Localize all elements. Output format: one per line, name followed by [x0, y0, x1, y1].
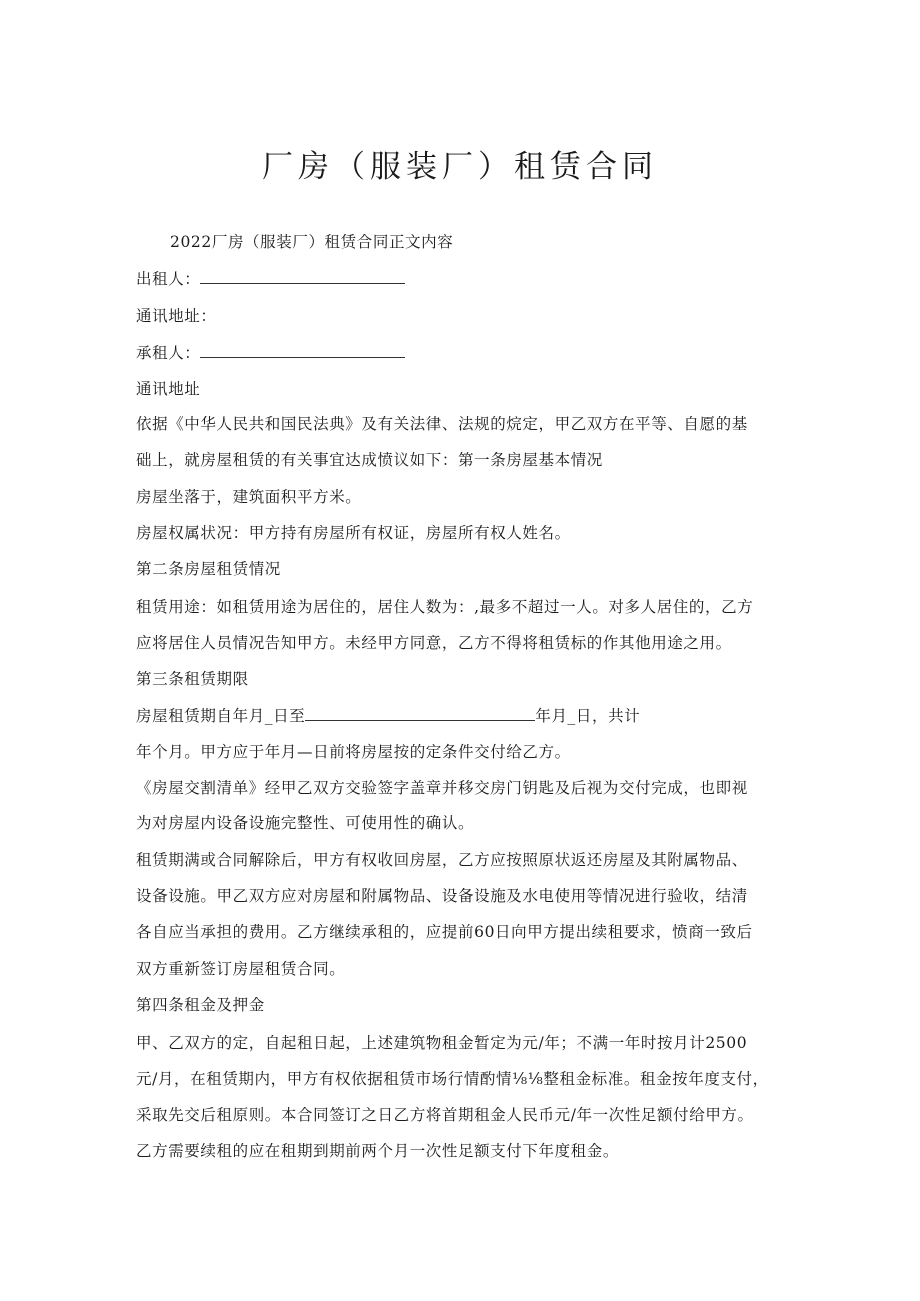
lessor-field — [136, 268, 405, 290]
paragraph-line: 为对房屋内设备设施完整性、可使用性的确认。 — [136, 814, 475, 832]
paragraph-line: 各自应当承担的费用。乙方继续承租的，应提前60日向甲方提出续租要求，愤商一致后 — [136, 923, 753, 941]
lessee-field — [136, 342, 405, 364]
paragraph-line: 年个月。甲方应于年月—日前将房屋按的定条件交付给乙方。 — [136, 743, 571, 761]
lessor-blank — [200, 269, 405, 284]
paragraph-line: 租赁用途：如租赁用途为居住的，居住人数为：,最多不超过一人。对多人居住的，乙方 — [136, 598, 754, 616]
paragraph-line: 采取先交后租原则。本合同签订之日乙方将首期租金人民币元/年一次性足额付给甲方。 — [136, 1106, 754, 1124]
document-title: 厂房（服装厂）租赁合同 — [262, 149, 658, 185]
paragraph-line: 租赁期满或合同解除后，甲方有权收回房屋，乙方应按照原状返还房屋及其附属物品、 — [136, 851, 748, 869]
document-subtitle: 2022厂房（服装厂）租赁合同正文内容 — [170, 233, 454, 251]
lessor-address-field: 通讯地址： — [136, 307, 217, 325]
paragraph-line: 乙方需要续租的应在租期到期前两个月一次性足额支付下年度租金。 — [136, 1142, 620, 1160]
section-heading: 第二条房屋租赁情况 — [136, 560, 281, 578]
paragraph-line: 《房屋交割清单》经甲乙双方交验签字盖章并移交房门钥匙及后视为交付完成，也即视 — [136, 779, 748, 797]
section-heading: 第三条租赁期限 — [136, 670, 249, 688]
paragraph-line: 房屋坐落于，建筑面积平方米。 — [136, 488, 362, 506]
lessee-address-field: 通讯地址 — [136, 380, 201, 398]
paragraph-line: 甲、乙双方的定，自起租日起，上述建筑物租金暂定为元/年；不满一年时按月计2500 — [136, 1034, 748, 1052]
lessor-label: 出租人： — [136, 270, 201, 288]
lessee-blank — [200, 343, 405, 358]
lease-end-blank — [305, 706, 535, 721]
lease-term-line: 房屋租赁期自年月_日至 年月_日，共计 — [136, 707, 641, 725]
paragraph-line: 双方重新签订房屋租赁合同。 — [136, 960, 346, 978]
paragraph-line: 元/月，在租赁期内，甲方有权依据租赁市场行情酌情⅛⅛整租金标准。租金按年度支付， — [136, 1070, 769, 1088]
section-heading: 第四条租金及押金 — [136, 996, 265, 1014]
lessee-label: 承租人： — [136, 344, 201, 362]
paragraph-line: 应将居住人员情况告知甲方。未经甲方同意，乙方不得将租赁标的作其他用途之用。 — [136, 634, 732, 652]
paragraph-line: 房屋权属状况：甲方持有房屋所有权证，房屋所有权人姓名。 — [136, 524, 571, 542]
paragraph-line: 设备设施。甲乙双方应对房屋和附属物品、设备设施及水电使用等情况进行验收，结清 — [136, 887, 748, 905]
paragraph-line: 依据《中华人民共和国民法典》及有关法律、法规的烷定，甲乙双方在平等、自愿的基 — [136, 415, 748, 433]
paragraph-line: 础上，就房屋租赁的有关事宜达成愤议如下：第一条房屋基本情况 — [136, 451, 603, 469]
